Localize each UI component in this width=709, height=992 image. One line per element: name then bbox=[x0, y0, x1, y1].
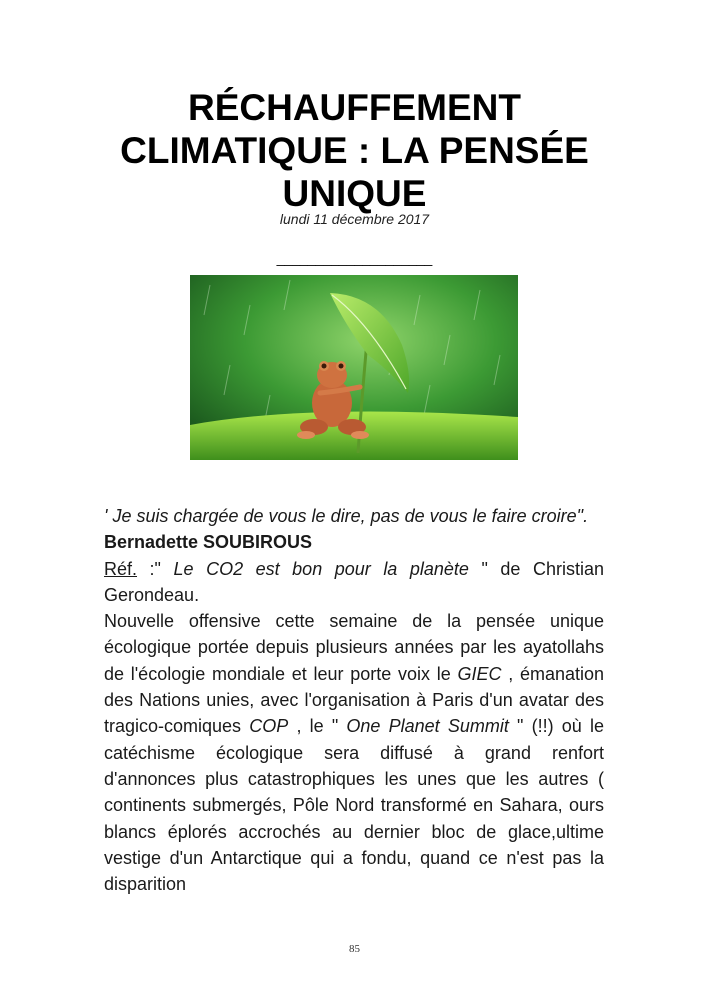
article-body bbox=[104, 503, 604, 897]
paragraph-text-2: , émanation des Nations unies, avec l'organisation à Paris d'un avatar des tragico-comiques bbox=[104, 663, 605, 737]
paragraph-text-4: " (!!) où le catéchisme écologique sera diffusé à grand renfort d'annonces plus catastrophiques les unes que les autres ( continents submergés, Pôle Nord transformé en Sahara, ours blancs éplorés accrochés au dernier bloc de glace,ultime vestige d'un Antarctique qui a fondu, quand ce n'est pas la disparition bbox=[104, 716, 604, 895]
summit-term: One Planet Summit bbox=[346, 716, 509, 737]
frog-under-leaf-illustration bbox=[190, 275, 518, 460]
reference-prefix: :" bbox=[137, 558, 174, 579]
reference-suffix: " de Christian Gerondeau. bbox=[104, 558, 604, 605]
reference-book-title: Le CO2 est bon pour la planète bbox=[173, 558, 469, 579]
frog-photo bbox=[190, 275, 518, 460]
paragraph-text-1: Nouvelle offensive cette semaine de la pensée unique écologique portée depuis plusieurs années par les ayatollahs de l'écologie mondiale et leur porte voix le bbox=[104, 611, 604, 684]
epigraph-quote: ' Je suis chargée de vous le dire, pas de vous le faire croire". bbox=[104, 506, 589, 526]
paragraph-text-3: , le " bbox=[288, 716, 347, 737]
page-number: 85 bbox=[349, 943, 360, 955]
article-date: lundi 11 décembre 2017 bbox=[279, 211, 430, 227]
reference-label: Réf. bbox=[104, 558, 138, 579]
epigraph-author: Bernadette SOUBIROUS bbox=[104, 532, 313, 553]
reference-line bbox=[104, 556, 604, 609]
separator-line: ____________________ bbox=[276, 250, 433, 266]
giec-term: GIEC bbox=[457, 663, 502, 684]
cop-term: COP bbox=[249, 716, 289, 737]
body-paragraph bbox=[104, 608, 604, 897]
page-title: RÉCHAUFFEMENT CLIMATIQUE : LA PENSÉE UNIQUE bbox=[120, 87, 589, 214]
